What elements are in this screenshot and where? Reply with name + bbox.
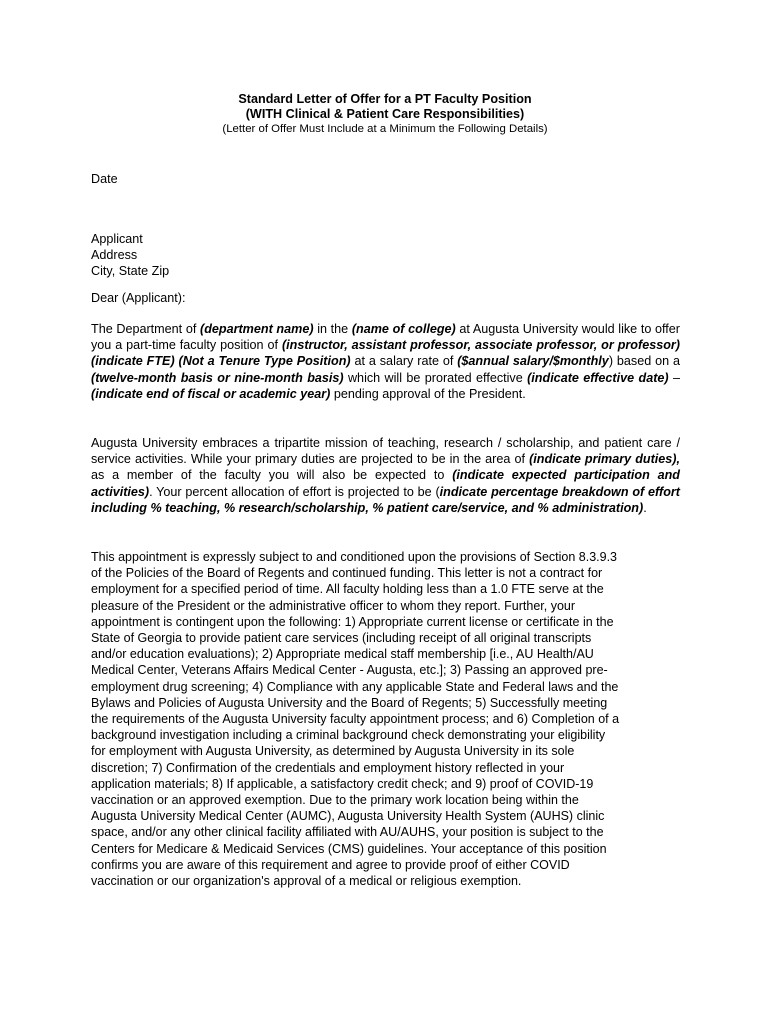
paragraph-line: for employment with Augusta University, as determined by Augusta University in its sole bbox=[91, 744, 575, 759]
recipient-address bbox=[91, 231, 680, 280]
salutation: Dear (Applicant): bbox=[91, 291, 186, 305]
document-subtitle: (WITH Clinical & Patient Care Responsibilities) bbox=[245, 107, 525, 121]
text-run: . Your percent allocation of effort is projected to be ( bbox=[149, 484, 440, 499]
paragraph-line: Centers for Medicare & Medicaid Services (CMS) guidelines. Your acceptance of this position bbox=[91, 841, 607, 856]
paragraph-line: space, and/or any other clinical facility affiliated with AU/AUHS, your position is subject to the bbox=[91, 825, 604, 840]
address-line-applicant: Applicant bbox=[91, 232, 143, 246]
paragraph-line: employment for a specified period of time. All faculty holding less than a 1.0 FTE serve at the bbox=[91, 582, 604, 597]
paragraph-line: State of Georgia to provide patient care services (including receipt of all original transcripts bbox=[91, 631, 592, 646]
field-participation: (indicate expected participation and activities) bbox=[91, 468, 680, 499]
paragraph-line: pleasure of the President or the administrative officer to whom they report. Further, your bbox=[91, 598, 576, 613]
paragraph-line: employment drug screening; 4) Compliance with any applicable State and Federal laws and the bbox=[91, 679, 619, 694]
field-basis: (twelve-month basis or nine-month basis) bbox=[91, 370, 344, 385]
paragraph-line: of the Policies of the Board of Regents and continued funding. This letter is not a contract for bbox=[91, 566, 603, 581]
document-note: (Letter of Offer Must Include at a Minimum the Following Details) bbox=[222, 123, 548, 135]
paragraph-line: Augusta University Medical Center (AUMC), Augusta University Health System (AUHS) clinic bbox=[91, 809, 605, 824]
text-run: . bbox=[643, 500, 647, 515]
text-run: The Department of bbox=[91, 322, 200, 336]
paragraph-line: the requirements of the Augusta University faculty appointment process; and 6) Completion of a bbox=[91, 712, 620, 727]
field-effort-breakdown: indicate percentage breakdown of effort including % teaching, % research/scholarship, % patient care/service, and % administration) bbox=[91, 484, 680, 515]
paragraph-line: application materials; 8) If applicable, a satisfactory credit check; and 9) proof of COVID-19 bbox=[91, 776, 594, 791]
paragraph-line: appointment is contingent upon the following: 1) Appropriate current license or certificate in the bbox=[91, 614, 614, 629]
text-run: at a salary rate of bbox=[350, 354, 458, 369]
address-line-city: City, State Zip bbox=[91, 264, 170, 279]
text-run: pending approval of the President. bbox=[330, 386, 526, 401]
text-run: ) based on a bbox=[608, 354, 680, 369]
text-run: – bbox=[668, 370, 680, 385]
text-run: as a member of the faculty you will also be expected to bbox=[91, 468, 453, 483]
paragraph-conditions bbox=[91, 549, 680, 889]
field-department-name: (department name) bbox=[200, 322, 314, 336]
paragraph-line: and/or education evaluations); 2) Appropriate medical staff membership [i.e., AU Health/AU bbox=[91, 647, 594, 662]
paragraph-line: vaccination or our organization's approval of a medical or religious exemption. bbox=[91, 874, 522, 889]
text-run: in the bbox=[313, 322, 352, 336]
document-header bbox=[0, 92, 770, 137]
field-position-rank: (instructor, assistant professor, associate professor, or professor) (indicate FTE) (Not a Tenure Type Position) bbox=[91, 338, 680, 369]
field-salary: ($annual salary/$monthly bbox=[457, 354, 609, 369]
text-run: Augusta University embraces a tripartite mission of teaching, research / scholarship, and patient care / service activities. While your primary duties are projected to be in the area of bbox=[91, 436, 680, 467]
paragraph-offer bbox=[91, 321, 680, 402]
paragraph-line: This appointment is expressly subject to and conditioned upon the provisions of Section 8.3.9.3 bbox=[91, 550, 618, 564]
text-run: at Augusta University would like to offer you a part-time faculty position of bbox=[91, 322, 680, 353]
field-college-name: (name of college) bbox=[351, 322, 456, 336]
paragraph-line: background investigation including a criminal background check demonstrating your eligibility bbox=[91, 728, 606, 743]
paragraph-mission bbox=[91, 435, 680, 516]
paragraph-line: vaccination or an approved exemption. Due to the primary work location being within the bbox=[91, 793, 579, 808]
letter-date: Date bbox=[91, 172, 118, 186]
paragraph-line: Bylaws and Policies of Augusta University and the Board of Regents; 5) Successfully meeting bbox=[91, 695, 608, 710]
text-run: which will be prorated effective bbox=[343, 370, 528, 385]
paragraph-line: confirms you are aware of this requirement and agree to provide proof of either COVID bbox=[91, 857, 570, 872]
paragraph-line: discretion; 7) Confirmation of the credentials and employment history reflected in your bbox=[91, 760, 565, 775]
field-end-date: (indicate end of fiscal or academic year) bbox=[91, 386, 331, 401]
document-title: Standard Letter of Offer for a PT Faculty Position bbox=[238, 92, 532, 106]
field-primary-duties: (indicate primary duties), bbox=[529, 452, 681, 467]
paragraph-line: Medical Center, Veterans Affairs Medical Center - Augusta, etc.]; 3) Passing an approved pre- bbox=[91, 663, 608, 678]
address-line-street: Address bbox=[91, 248, 138, 263]
field-effective-date: (indicate effective date) bbox=[527, 370, 669, 385]
